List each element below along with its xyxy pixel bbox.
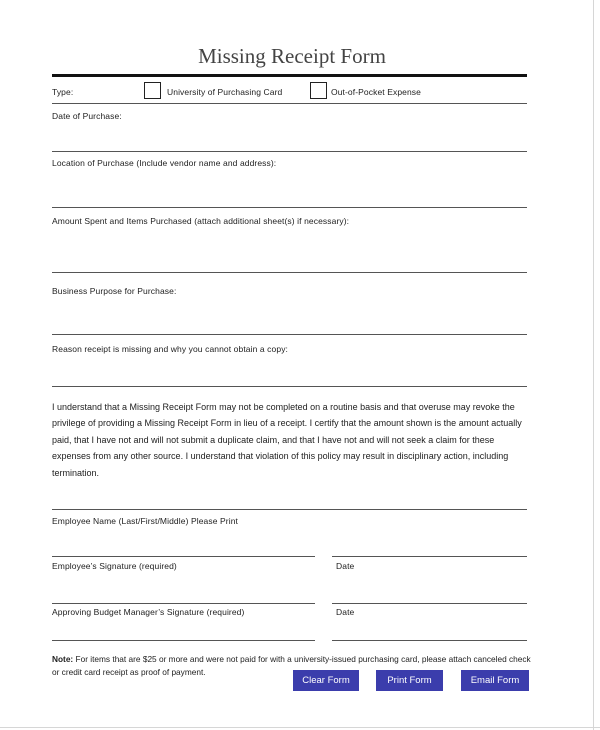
employee-date-label: Date (336, 561, 355, 571)
out-of-pocket-option-label: Out-of-Pocket Expense (331, 87, 421, 97)
clear-form-button[interactable]: Clear Form (293, 670, 359, 691)
page-edge-right (593, 0, 594, 730)
email-form-button[interactable]: Email Form (461, 670, 529, 691)
business-purpose-label: Business Purpose for Purchase: (52, 286, 177, 296)
manager-signature-field[interactable] (52, 640, 315, 641)
out-of-pocket-checkbox[interactable] (310, 82, 327, 99)
employee-name-field-extra[interactable] (332, 556, 527, 557)
employee-name-field[interactable] (52, 556, 315, 557)
manager-date-field[interactable] (332, 640, 527, 641)
location-field[interactable] (52, 207, 527, 208)
certification-divider (52, 509, 527, 510)
reason-label: Reason receipt is missing and why you cannot obtain a copy: (52, 344, 289, 354)
employee-date-field[interactable] (332, 603, 527, 604)
reason-field[interactable] (52, 386, 527, 387)
page-edge-bottom (0, 727, 600, 728)
business-purpose-field[interactable] (52, 334, 527, 335)
purchasing-card-checkbox[interactable] (144, 82, 161, 99)
date-of-purchase-label: Date of Purchase: (52, 111, 122, 121)
location-label: Location of Purchase (Include vendor name and address): (52, 158, 277, 168)
purchasing-card-option-label: University of Purchasing Card (167, 87, 283, 97)
title-divider (52, 74, 527, 77)
note-text (52, 653, 532, 678)
note-body: For items that are $25 or more and were not paid for with a university-issued purchasing card, please attach canceled check or credit card receipt as proof of payment. (52, 654, 531, 677)
employee-signature-field[interactable] (52, 603, 315, 604)
certification-text: I understand that a Missing Receipt Form may not be completed on a routine basis and that overuse may revoke the privilege of providing a Missing Receipt Form in lieu of a receipt. I certify that the amount shown is the amount actually paid, that I have not and will not submit a duplicate claim, and that I have not and will not seek a claim for these expenses from any other source. I understand that violation of this policy may result in disciplinary action, including termination. (52, 402, 522, 478)
employee-signature-label: Employee’s Signature (required) (52, 561, 177, 571)
employee-name-label: Employee Name (Last/First/Middle) Please Print (52, 516, 238, 526)
print-form-button[interactable]: Print Form (376, 670, 443, 691)
manager-date-label: Date (336, 607, 355, 617)
manager-signature-label: Approving Budget Manager’s Signature (required) (52, 607, 245, 617)
amount-label: Amount Spent and Items Purchased (attach additional sheet(s) if necessary): (52, 216, 350, 226)
type-row-divider (52, 103, 527, 104)
type-label: Type: (52, 87, 74, 97)
date-of-purchase-field[interactable] (52, 151, 527, 152)
form-title: Missing Receipt Form (198, 44, 386, 68)
amount-field[interactable] (52, 272, 527, 273)
note-prefix: Note: (52, 654, 74, 664)
